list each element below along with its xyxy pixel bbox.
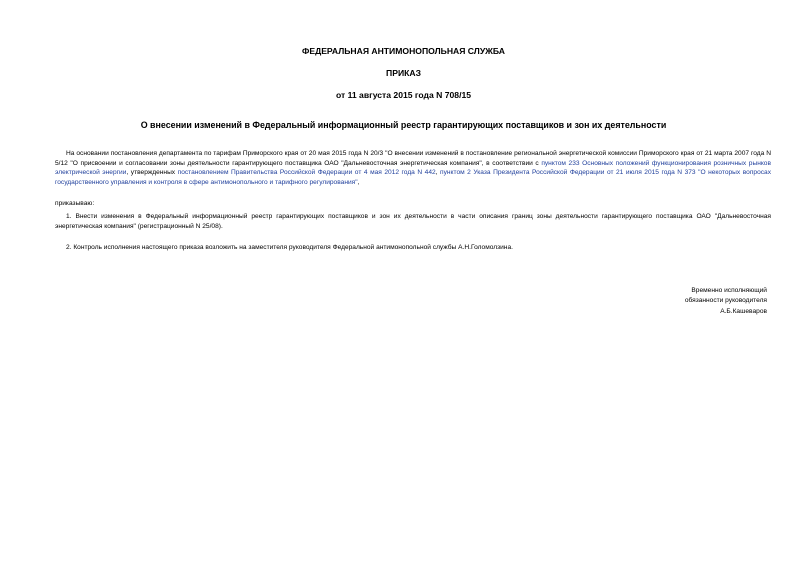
document-type: ПРИКАЗ bbox=[386, 68, 421, 78]
signatory-name: А.Б.Кашеваров bbox=[720, 307, 767, 315]
signature-position-line-1: Временно исполняющий bbox=[691, 287, 767, 294]
preamble-text-4: , bbox=[357, 178, 360, 186]
document-date-number: от 11 августа 2015 года N 708/15 bbox=[335, 90, 472, 100]
preamble-text-3: , bbox=[435, 169, 441, 177]
link-presidential-decree-373[interactable]: пунктом 2 Указа Президента Российской Федерации от 21 июля 2015 года N 373 "О некоторых вопросах государственного управления и контроля в сфере антимонопольного и тарифного регулирования" bbox=[55, 169, 772, 186]
signature-block bbox=[685, 286, 767, 317]
order-word: приказываю: bbox=[55, 200, 95, 207]
agency-name: ФЕДЕРАЛЬНАЯ АНТИМОНОПОЛЬНАЯ СЛУЖБА bbox=[302, 46, 505, 56]
link-government-decree-442[interactable]: постановлением Правительства Российской Федерации от 4 мая 2012 года N 442 bbox=[177, 169, 436, 177]
preamble-text-1: На основании постановления департамента по тарифам Приморского края от 20 мая 2015 года N 20/3 "О внесении изменений в постановление региональной энергетической комиссии Приморского края от 21 марта 2007 года N 5/12 "О присвоении и согласовании зоны деятельности гарантирующего поставщика ОАО "Дальневосточная энергетическая компания", в соответствии с bbox=[55, 150, 771, 167]
order-item-1: 1. Внести изменения в Федеральный информационный реестр гарантирующих поставщиков и зон их деятельности в части описания границ зоны деятельности гарантирующего поставщика ОАО "Дальневосточная энергетическая компания" (регистрационный N 25/08). bbox=[55, 213, 771, 230]
preamble-paragraph bbox=[55, 149, 771, 187]
preamble-text-2: , утвержденных bbox=[126, 169, 178, 177]
link-clause-233[interactable]: пунктом 233 Основных положений функционирования розничных рынков электрической энергии bbox=[55, 159, 771, 177]
order-item-2: 2. Контроль исполнения настоящего приказа возложить на заместителя руководителя Федеральной антимонопольной службы А.Н.Голомолзина. bbox=[66, 244, 513, 251]
signature-position-line-2: обязанности руководителя bbox=[684, 297, 767, 305]
document-title: О внесении изменений в Федеральный информационный реестр гарантирующих поставщиков и зон их деятельности bbox=[140, 120, 667, 130]
